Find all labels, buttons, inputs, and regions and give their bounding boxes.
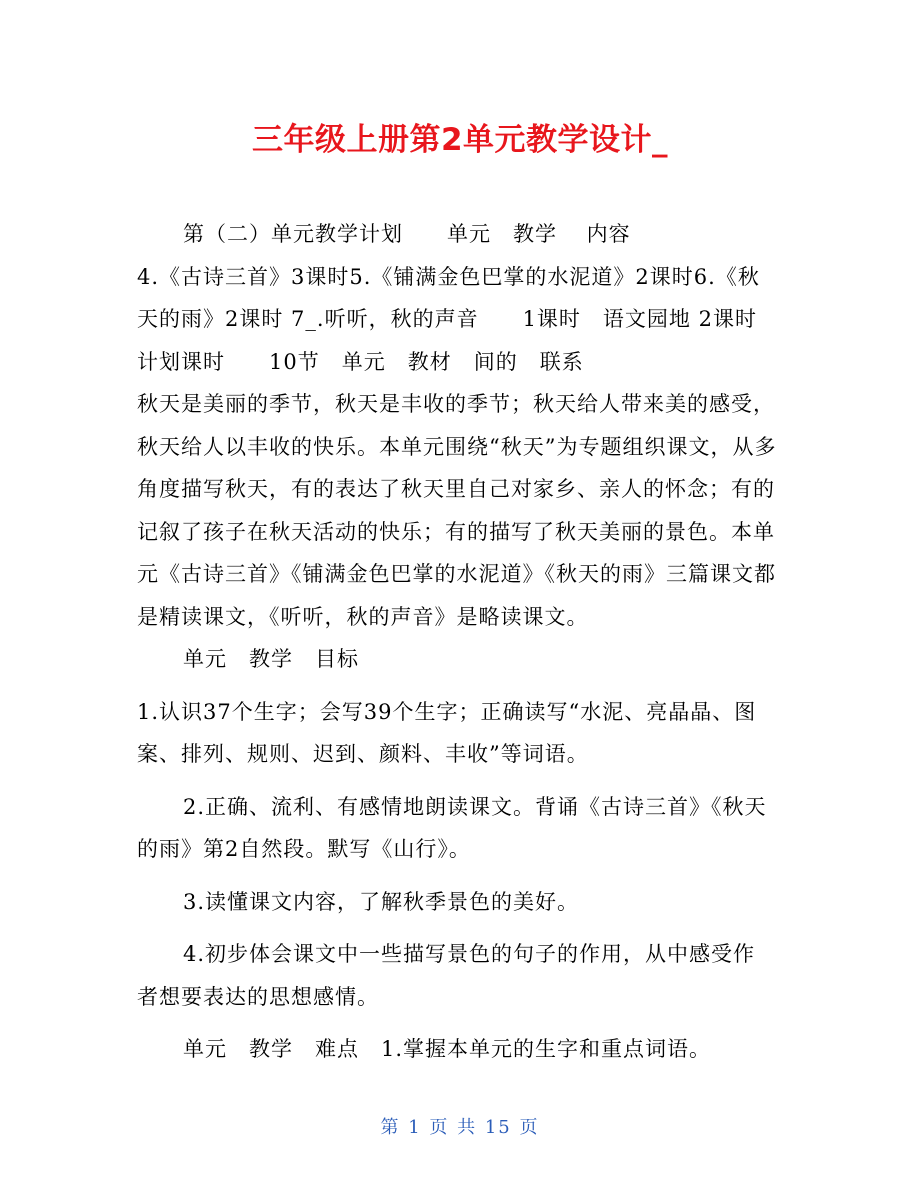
document-title: 三年级上册第2单元教学设计_ (251, 122, 669, 158)
paragraph-unit-connection: 秋天是美丽的季节，秋天是丰收的季节；秋天给人带来美的感受，秋天给人以丰收的快乐。本单元围绕“秋天”为专题组织课文，从多角度描写秋天，有的表达了秋天里自己对家乡、亲人的怀念；有的记叙了孩子在秋天活动的快乐；有的描写了秋天美丽的景色。本单元《古诗三首》《铺满金色巴掌的水泥道》《秋天的雨》三篇课文都是精读课文，《听听，秋的声音》是略读课文。 (137, 392, 777, 629)
paragraph-difficulties: 单元 教学 难点 1.掌握本单元的生字和重点词语。 (183, 1037, 712, 1061)
document-body (137, 213, 777, 1071)
paragraph-goal-2: 2.正确、流利、有感情地朗读课文。背诵《古诗三首》《秋天的雨》第2自然段。默写《山行》。 (137, 794, 767, 861)
paragraph-unit-plan-header: 第（二）单元教学计划 单元 教学 内容 (183, 222, 631, 246)
paragraph-goal-1: 1.认识37个生字；会写39个生字；正确读写“水泥、亮晶晶、图案、排列、规则、迟到、颜料、丰收”等词语。 (137, 699, 757, 766)
paragraph-goals-heading: 单元 教学 目标 (183, 647, 359, 671)
page-number-footer: 第 1 页 共 15 页 (380, 1117, 540, 1138)
paragraph-lesson-schedule: 4.《古诗三首》3课时5.《铺满金色巴掌的水泥道》2课时6.《秋天的雨》2课时 7_.听听，秋的声音 1课时 语文园地 2课时 计划课时 10节 单元 教材 间的 联系 (137, 264, 779, 374)
paragraph-goal-4: 4.初步体会课文中一些描写景色的句子的作用，从中感受作者想要表达的思想感情。 (137, 942, 756, 1009)
paragraph-goal-3: 3.读懂课文内容，了解秋季景色的美好。 (183, 889, 580, 914)
